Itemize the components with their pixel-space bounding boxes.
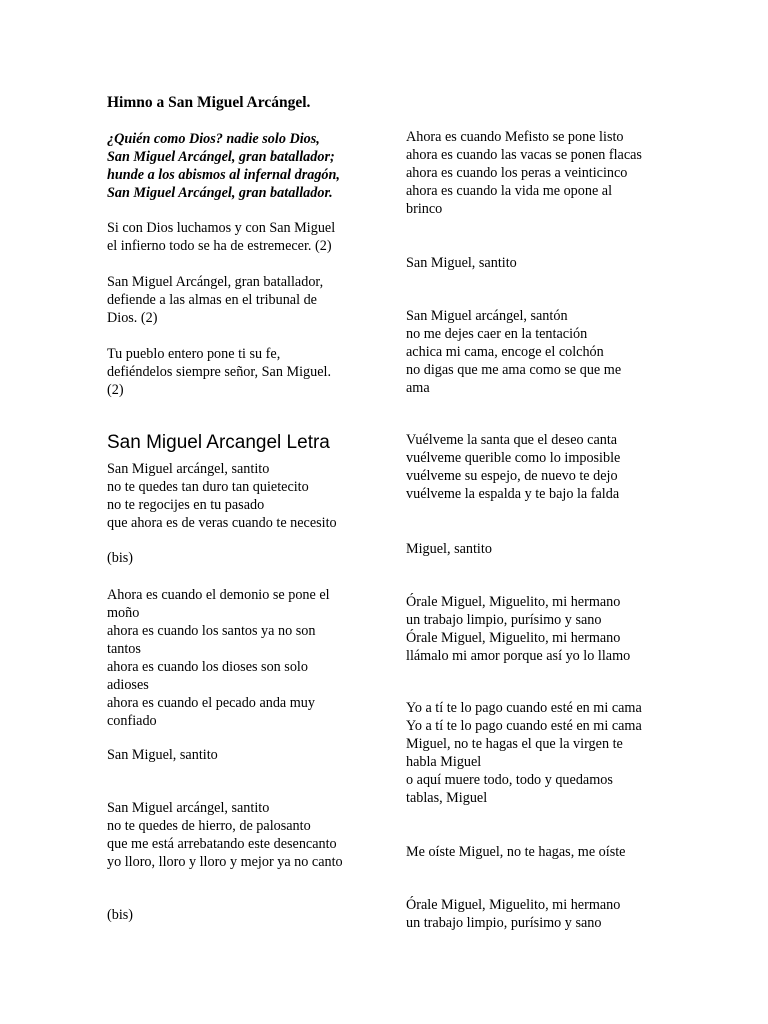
- verse-line: no me dejes caer en la tentación: [406, 326, 588, 342]
- santito-line: [107, 746, 377, 764]
- song-title-text: San Miguel Arcangel Letra: [107, 432, 330, 453]
- hymn-title-text: Himno a San Miguel Arcángel.: [107, 94, 311, 111]
- verse-line: Órale Miguel, Miguelito, mi hermano: [406, 897, 621, 913]
- verse-line: ama: [406, 380, 430, 396]
- right-verse-3: [406, 431, 686, 503]
- verse-line: tantos: [107, 641, 141, 657]
- verse-line: ahora es cuando los dioses son solo: [107, 659, 308, 675]
- verse-line: ahora es cuando las vacas se ponen flacas: [406, 147, 642, 163]
- song-title: [107, 432, 377, 454]
- verse-line: ahora es cuando los santos ya no son: [107, 623, 316, 639]
- verse-line: un trabajo limpio, purísimo y sano: [406, 612, 602, 628]
- verse-line: que ahora es de veras cuando te necesito: [107, 515, 337, 531]
- santito-text: San Miguel, santito: [406, 255, 517, 271]
- stanza-line: Dios. (2): [107, 310, 158, 326]
- song-verse-3: [107, 799, 377, 871]
- verse-line: o aquí muere todo, todo y quedamos: [406, 772, 613, 788]
- stanza-line: San Miguel Arcángel, gran batallador,: [107, 274, 324, 290]
- verse-line: confiado: [107, 713, 157, 729]
- chorus-line: San Miguel Arcángel, gran batallador;: [107, 149, 335, 165]
- verse-line: ahora es cuando la vida me opone al: [406, 183, 613, 199]
- stanza-line: defiéndelos siempre señor, San Miguel.: [107, 364, 332, 380]
- santito-line: [406, 540, 686, 558]
- song-verse-2: [107, 586, 377, 730]
- oiste-line: [406, 843, 686, 861]
- verse-line: adioses: [107, 677, 149, 693]
- right-verse-5: [406, 699, 686, 807]
- chorus-line: ¿Quién como Dios? nadie solo Dios,: [107, 131, 320, 147]
- right-verse-2: [406, 307, 686, 397]
- bis-marker: [107, 906, 377, 924]
- verse-line: vuélveme la espalda y te bajo la falda: [406, 486, 620, 502]
- verse-line: llámalo mi amor porque así yo lo llamo: [406, 648, 631, 664]
- verse-line: Órale Miguel, Miguelito, mi hermano: [406, 594, 621, 610]
- verse-line: brinco: [406, 201, 443, 217]
- song-verse-1: [107, 460, 377, 532]
- stanza-line: defiende a las almas en el tribunal de: [107, 292, 317, 308]
- stanza-line: Si con Dios luchamos y con San Miguel: [107, 220, 336, 236]
- verse-line: Órale Miguel, Miguelito, mi hermano: [406, 630, 621, 646]
- right-verse-4: [406, 593, 686, 665]
- verse-line: no te regocijes en tu pasado: [107, 497, 265, 513]
- right-verse-1: [406, 128, 686, 218]
- verse-line: San Miguel arcángel, santón: [406, 308, 568, 324]
- verse-line: un trabajo limpio, purísimo y sano: [406, 915, 602, 931]
- chorus-line: San Miguel Arcángel, gran batallador.: [107, 185, 333, 201]
- verse-line: habla Miguel: [406, 754, 482, 770]
- right-verse-6: [406, 896, 686, 932]
- santito-text: Miguel, santito: [406, 541, 492, 557]
- verse-line: moño: [107, 605, 140, 621]
- stanza-line: Tu pueblo entero pone ti su fe,: [107, 346, 281, 362]
- verse-line: no te quedes tan duro tan quietecito: [107, 479, 309, 495]
- verse-line: Ahora es cuando Mefisto se pone listo: [406, 129, 624, 145]
- verse-line: achica mi cama, encoge el colchón: [406, 344, 604, 360]
- santito-text: San Miguel, santito: [107, 747, 218, 763]
- verse-line: tablas, Miguel: [406, 790, 488, 806]
- verse-line: ahora es cuando los peras a veinticinco: [406, 165, 628, 181]
- verse-line: Yo a tí te lo pago cuando esté en mi cama: [406, 700, 642, 716]
- verse-line: San Miguel arcángel, santito: [107, 800, 270, 816]
- bis-text: (bis): [107, 550, 134, 566]
- hymn-stanza-2: [107, 273, 377, 327]
- verse-line: vuélveme querible como lo imposible: [406, 450, 621, 466]
- verse-line: Ahora es cuando el demonio se pone el: [107, 587, 330, 603]
- verse-line: Vuélveme la santa que el deseo canta: [406, 432, 618, 448]
- hymn-stanza-3: [107, 345, 377, 399]
- bis-marker: [107, 549, 377, 567]
- verse-line: no digas que me ama como se que me: [406, 362, 622, 378]
- verse-line: que me está arrebatando este desencanto: [107, 836, 337, 852]
- verse-line: San Miguel arcángel, santito: [107, 461, 270, 477]
- verse-line: ahora es cuando el pecado anda muy: [107, 695, 315, 711]
- verse-line: Yo a tí te lo pago cuando esté en mi cama: [406, 718, 642, 734]
- verse-line: vuélveme su espejo, de nuevo te dejo: [406, 468, 618, 484]
- hymn-title: [107, 94, 377, 112]
- chorus-line: hunde a los abismos al infernal dragón,: [107, 167, 340, 183]
- verse-line: Miguel, no te hagas el que la virgen te: [406, 736, 623, 752]
- santito-line: [406, 254, 686, 272]
- verse-line: no te quedes de hierro, de palosanto: [107, 818, 311, 834]
- oiste-text: Me oíste Miguel, no te hagas, me oíste: [406, 844, 626, 860]
- hymn-chorus: [107, 130, 377, 202]
- hymn-stanza-1: [107, 219, 377, 255]
- stanza-line: el infierno todo se ha de estremecer. (2): [107, 238, 332, 254]
- stanza-line: (2): [107, 382, 124, 398]
- verse-line: yo lloro, lloro y lloro y mejor ya no canto: [107, 854, 343, 870]
- bis-text: (bis): [107, 907, 134, 923]
